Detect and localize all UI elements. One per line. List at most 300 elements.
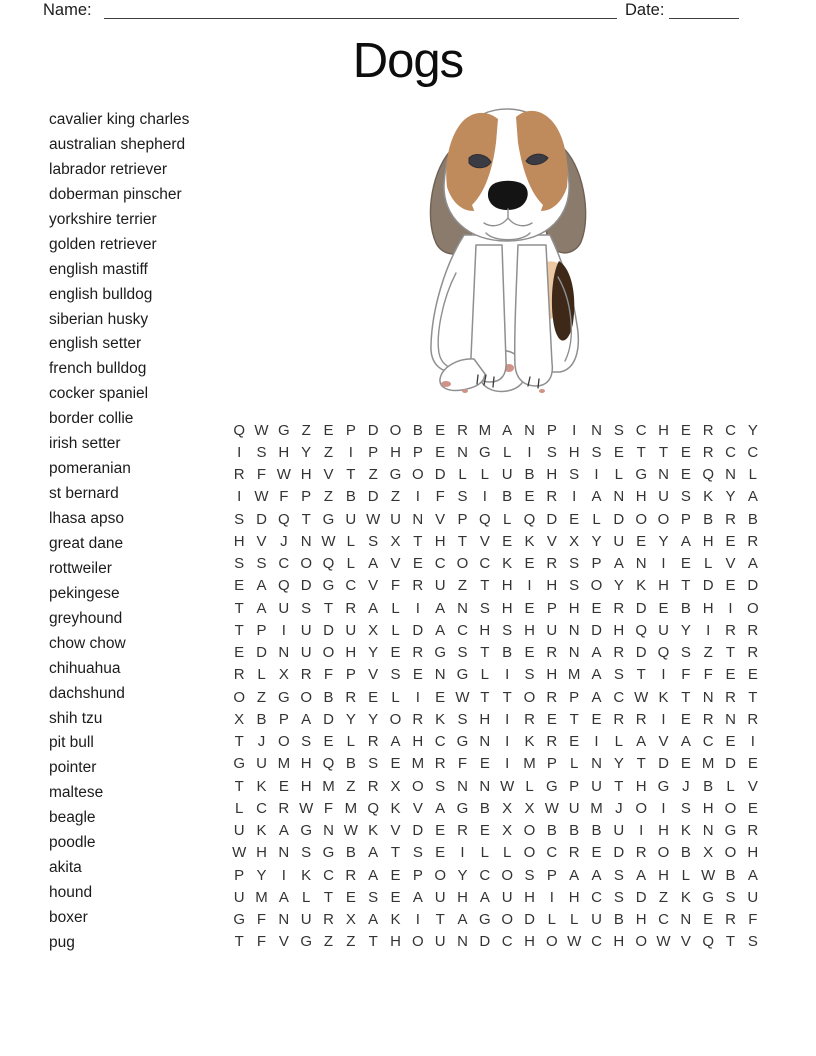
grid-cell: P (457, 510, 468, 528)
word-list-item: maltese (49, 784, 104, 802)
grid-cell: O (300, 688, 312, 706)
grid-cell: R (345, 599, 357, 617)
grid-cell: E (747, 755, 758, 773)
grid-cell: O (545, 933, 558, 951)
grid-cell: C (323, 866, 334, 884)
grid-cell: A (457, 911, 468, 929)
grid-cell: T (658, 443, 669, 461)
grid-cell: I (237, 443, 242, 461)
grid-cell: G (702, 888, 714, 906)
grid-cell: E (546, 710, 557, 728)
grid-cell: I (415, 488, 420, 506)
word-list-item: great dane (49, 534, 124, 552)
grid-cell: W (701, 866, 716, 884)
grid-cell: W (343, 822, 358, 840)
grid-cell: T (569, 710, 579, 728)
grid-cell: U (434, 933, 446, 951)
grid-cell: B (479, 799, 490, 817)
grid-cell: Q (277, 510, 290, 528)
grid-cell: X (502, 799, 513, 817)
grid-cell: L (391, 621, 400, 639)
grid-cell: X (390, 532, 401, 550)
grid-cell: O (724, 799, 737, 817)
grid-cell: A (636, 866, 647, 884)
grid-cell: E (680, 710, 691, 728)
grid-cell: E (636, 532, 647, 550)
grid-cell: H (233, 532, 245, 550)
grid-cell: Q (322, 555, 335, 573)
grid-cell: W (567, 933, 582, 951)
grid-cell: B (703, 510, 714, 528)
grid-cell: G (322, 577, 335, 595)
grid-cell: N (635, 555, 647, 573)
grid-cell: T (368, 933, 378, 951)
grid-cell: K (256, 777, 267, 795)
grid-cell: O (635, 510, 647, 528)
grid-cell: N (725, 710, 736, 728)
grid-cell: N (568, 621, 580, 639)
grid-cell: E (323, 421, 334, 439)
grid-cell: C (501, 933, 513, 951)
grid-cell: O (389, 421, 402, 439)
grid-cell: V (390, 822, 401, 840)
grid-cell: E (502, 532, 513, 550)
grid-cell: P (301, 488, 312, 506)
grid-cell: Q (523, 510, 536, 528)
grid-cell: G (724, 822, 737, 840)
grid-cell: H (702, 599, 714, 617)
grid-cell: E (680, 421, 691, 439)
grid-cell: R (635, 710, 647, 728)
grid-cell: D (747, 577, 759, 595)
grid-cell: H (390, 933, 401, 951)
grid-cell: D (300, 577, 312, 595)
grid-cell: Y (680, 621, 691, 639)
grid-cell: S (234, 555, 245, 573)
grid-cell: K (390, 799, 401, 817)
grid-cell: E (479, 755, 490, 773)
grid-cell: R (702, 710, 714, 728)
grid-cell: U (434, 888, 446, 906)
grid-cell: V (747, 777, 758, 795)
word-list-item: poodle (49, 834, 96, 852)
grid-cell: T (636, 443, 646, 461)
grid-cell: V (546, 532, 557, 550)
grid-cell: G (233, 755, 245, 773)
word-list-item: french bulldog (49, 360, 147, 378)
grid-cell: S (368, 532, 379, 550)
grid-cell: K (390, 911, 401, 929)
grid-cell: I (639, 822, 644, 840)
grid-cell: E (412, 555, 423, 573)
grid-cell: W (500, 777, 515, 795)
grid-cell: E (390, 644, 401, 662)
grid-cell: S (613, 421, 624, 439)
grid-cell: O (657, 844, 670, 862)
grid-cell: T (480, 644, 490, 662)
grid-cell: Z (323, 933, 334, 951)
grid-cell: X (390, 777, 401, 795)
grid-cell: Q (635, 621, 647, 639)
dog-right-front-leg (515, 245, 553, 386)
grid-cell: P (546, 755, 557, 773)
grid-cell: Y (747, 421, 758, 439)
grid-cell: Y (613, 577, 624, 595)
grid-cell: E (524, 488, 535, 506)
grid-cell: N (457, 599, 468, 617)
grid-cell: A (747, 488, 758, 506)
grid-cell: C (591, 888, 602, 906)
grid-cell: H (568, 599, 580, 617)
grid-cell: K (524, 733, 535, 751)
grid-cell: I (482, 488, 487, 506)
grid-cell: O (746, 599, 759, 617)
grid-cell: I (527, 443, 532, 461)
grid-cell: S (613, 666, 624, 684)
word-list-item: golden retriever (49, 235, 157, 253)
grid-cell: F (748, 911, 758, 929)
grid-cell: E (680, 466, 691, 484)
word-list-item: cocker spaniel (49, 385, 149, 403)
grid-cell: E (613, 443, 624, 461)
grid-cell: U (300, 911, 312, 929)
grid-cell: R (613, 599, 625, 617)
grid-cell: B (613, 911, 624, 929)
grid-cell: U (256, 755, 267, 773)
grid-cell: Y (613, 755, 624, 773)
grid-cell: B (703, 777, 714, 795)
grid-cell: I (706, 621, 711, 639)
grid-cell: K (636, 577, 647, 595)
grid-cell: R (546, 733, 558, 751)
grid-cell: C (725, 421, 736, 439)
grid-cell: G (478, 911, 491, 929)
grid-cell: A (747, 866, 758, 884)
dog-right-paw-pink-toe (539, 389, 545, 393)
grid-cell: V (412, 799, 423, 817)
grid-cell: L (502, 443, 512, 461)
grid-cell: R (568, 844, 580, 862)
grid-cell: J (257, 733, 266, 751)
grid-cell: N (702, 688, 714, 706)
grid-cell: A (636, 733, 647, 751)
grid-cell: K (435, 710, 446, 728)
grid-cell: U (568, 799, 580, 817)
grid-cell: R (412, 644, 424, 662)
grid-cell: X (569, 532, 580, 550)
grid-cell: R (546, 688, 558, 706)
grid-cell: B (323, 688, 334, 706)
grid-cell: E (435, 822, 446, 840)
grid-cell: O (434, 866, 446, 884)
grid-cell: N (568, 644, 580, 662)
grid-cell: A (591, 644, 602, 662)
grid-cell: R (635, 844, 647, 862)
word-list-item: chihuahua (49, 659, 121, 677)
grid-cell: R (457, 421, 468, 439)
grid-cell: T (480, 688, 490, 706)
grid-cell: Q (478, 510, 491, 528)
grid-cell: V (368, 666, 379, 684)
grid-cell: A (368, 911, 379, 929)
grid-cell: T (323, 599, 334, 617)
grid-cell: H (613, 621, 625, 639)
grid-cell: O (300, 555, 312, 573)
grid-cell: G (434, 644, 446, 662)
grid-cell: C (702, 733, 714, 751)
grid-cell: D (635, 599, 647, 617)
grid-cell: T (681, 577, 691, 595)
grid-cell: V (435, 510, 446, 528)
grid-cell: H (658, 822, 669, 840)
grid-cell: Z (703, 644, 713, 662)
grid-cell: H (434, 532, 446, 550)
grid-cell: A (613, 555, 624, 573)
grid-cell: N (524, 421, 535, 439)
grid-cell: O (456, 555, 469, 573)
grid-cell: M (567, 666, 581, 684)
grid-cell: H (524, 933, 535, 951)
grid-cell: I (594, 733, 599, 751)
grid-cell: R (702, 443, 714, 461)
grid-cell: P (546, 599, 557, 617)
grid-cell: I (572, 421, 577, 439)
grid-cell: R (323, 911, 334, 929)
grid-cell: T (502, 688, 512, 706)
grid-cell: L (234, 799, 244, 817)
word-list-item: pug (49, 933, 75, 951)
word-list-item: yorkshire terrier (49, 210, 157, 228)
grid-cell: H (457, 888, 468, 906)
grid-cell: P (412, 443, 423, 461)
grid-cell: G (657, 777, 670, 795)
grid-cell: N (479, 777, 491, 795)
grid-cell: G (322, 510, 335, 528)
grid-cell: A (412, 888, 423, 906)
grid-cell: L (748, 466, 757, 484)
grid-cell: T (681, 688, 691, 706)
grid-cell: P (591, 555, 602, 573)
grid-cell: N (613, 488, 625, 506)
grid-cell: S (569, 555, 580, 573)
grid-cell: F (681, 666, 691, 684)
grid-cell: P (680, 510, 691, 528)
grid-cell: W (254, 421, 269, 439)
grid-cell: S (591, 443, 602, 461)
grid-cell: L (346, 555, 355, 573)
word-list-item: shih tzu (49, 709, 103, 727)
word-list-item: rottweiler (49, 559, 112, 577)
grid-cell: S (457, 644, 468, 662)
grid-cell: I (505, 755, 510, 773)
grid-cell: K (368, 822, 379, 840)
grid-cell: I (549, 888, 554, 906)
grid-cell: I (594, 466, 599, 484)
grid-cell: F (323, 666, 334, 684)
grid-cell: H (412, 733, 424, 751)
grid-cell: R (546, 488, 558, 506)
grid-cell: H (546, 666, 558, 684)
grid-cell: P (345, 421, 356, 439)
grid-cell: I (661, 710, 666, 728)
grid-cell: M (255, 888, 268, 906)
grid-cell: M (322, 777, 335, 795)
grid-cell: H (300, 777, 312, 795)
grid-cell: Q (657, 644, 670, 662)
grid-cell: A (435, 599, 446, 617)
grid-cell: R (613, 710, 625, 728)
dog-illustration (390, 95, 630, 415)
grid-cell: U (546, 621, 558, 639)
grid-cell: X (278, 666, 289, 684)
grid-cell: J (682, 777, 690, 795)
grid-cell: O (635, 933, 647, 951)
grid-cell: L (592, 510, 601, 528)
word-list-item: pointer (49, 759, 97, 777)
grid-cell: B (680, 599, 691, 617)
grid-cell: C (747, 443, 759, 461)
grid-cell: O (657, 510, 670, 528)
grid-cell: E (524, 599, 535, 617)
grid-cell: K (301, 866, 312, 884)
grid-cell: T (234, 777, 244, 795)
date-label: Date: (625, 1, 665, 19)
grid-cell: T (390, 844, 401, 862)
grid-cell: U (501, 888, 513, 906)
page-title: Dogs (352, 34, 464, 88)
grid-cell: C (434, 733, 446, 751)
grid-cell: F (256, 911, 267, 929)
grid-cell: D (412, 621, 424, 639)
grid-cell: L (257, 666, 266, 684)
grid-cell: G (456, 799, 469, 817)
grid-cell: D (323, 621, 334, 639)
grid-cell: S (613, 866, 624, 884)
grid-cell: P (278, 710, 289, 728)
grid-cell: L (502, 844, 512, 862)
grid-cell: S (256, 443, 267, 461)
grid-cell: F (390, 577, 401, 595)
grid-cell: H (501, 599, 513, 617)
grid-cell: M (478, 421, 492, 439)
grid-cell: H (546, 577, 558, 595)
grid-cell: W (544, 799, 559, 817)
word-list-item: hound (49, 884, 93, 902)
grid-cell: Y (368, 644, 379, 662)
grid-cell: H (568, 888, 580, 906)
grid-cell: T (725, 933, 736, 951)
grid-cell: D (256, 644, 267, 662)
word-list-item: irish setter (49, 435, 121, 453)
grid-cell: A (680, 733, 691, 751)
grid-cell: L (391, 688, 400, 706)
grid-cell: P (368, 443, 379, 461)
grid-cell: L (346, 532, 355, 550)
grid-cell: U (501, 466, 513, 484)
grid-cell: G (456, 666, 469, 684)
grid-cell: D (479, 933, 491, 951)
grid-cell: O (501, 866, 513, 884)
grid-cell: W (232, 844, 247, 862)
grid-cell: A (278, 822, 289, 840)
grid-cell: Z (323, 443, 334, 461)
grid-cell: L (480, 466, 489, 484)
grid-cell: H (635, 911, 647, 929)
grid-cell: B (569, 822, 580, 840)
grid-cell: L (502, 510, 512, 528)
grid-cell: D (702, 577, 714, 595)
grid-cell: E (703, 911, 714, 929)
date-blank-line (669, 18, 739, 19)
grid-cell: T (323, 888, 334, 906)
grid-cell: T (234, 733, 244, 751)
grid-cell: X (703, 844, 714, 862)
grid-cell: A (747, 555, 758, 573)
grid-cell: A (479, 888, 490, 906)
grid-cell: O (724, 844, 737, 862)
grid-cell: A (591, 866, 602, 884)
grid-cell: S (412, 844, 423, 862)
grid-cell: Z (323, 488, 334, 506)
grid-cell: E (390, 755, 401, 773)
grid-cell: E (524, 644, 535, 662)
grid-cell: L (480, 844, 489, 862)
grid-cell: O (635, 799, 647, 817)
grid-cell: H (256, 844, 267, 862)
grid-cell: E (591, 599, 602, 617)
grid-cell: W (254, 488, 269, 506)
grid-cell: Y (725, 488, 736, 506)
grid-cell: R (367, 777, 379, 795)
grid-cell: Q (367, 799, 379, 817)
word-list-item: siberian husky (49, 310, 149, 328)
grid-cell: O (322, 644, 335, 662)
grid-cell: H (479, 621, 491, 639)
grid-cell: K (680, 822, 691, 840)
grid-cell: A (591, 688, 602, 706)
grid-cell: D (613, 844, 625, 862)
grid-cell: E (412, 666, 423, 684)
grid-cell: T (636, 666, 646, 684)
grid-cell: K (524, 532, 535, 550)
grid-cell: S (457, 710, 468, 728)
grid-cell: E (658, 599, 669, 617)
grid-cell: N (457, 777, 468, 795)
grid-cell: X (345, 911, 356, 929)
grid-cell: S (301, 844, 312, 862)
grid-cell: K (658, 688, 669, 706)
grid-cell: R (747, 710, 759, 728)
word-list-item: pit bull (49, 734, 94, 752)
grid-cell: X (524, 799, 535, 817)
grid-cell: R (702, 421, 714, 439)
grid-cell: Q (322, 755, 335, 773)
grid-cell: D (613, 510, 625, 528)
grid-cell: U (591, 911, 602, 929)
grid-cell: A (256, 577, 267, 595)
grid-cell: A (680, 532, 691, 550)
grid-cell: I (460, 844, 465, 862)
grid-cell: U (613, 532, 625, 550)
grid-cell: R (457, 822, 468, 840)
grid-cell: I (348, 443, 353, 461)
word-list-item: english bulldog (49, 285, 153, 303)
grid-cell: T (457, 532, 468, 550)
grid-cell: O (523, 822, 536, 840)
grid-cell: T (234, 933, 244, 951)
grid-cell: N (658, 466, 669, 484)
grid-cell: F (703, 666, 713, 684)
